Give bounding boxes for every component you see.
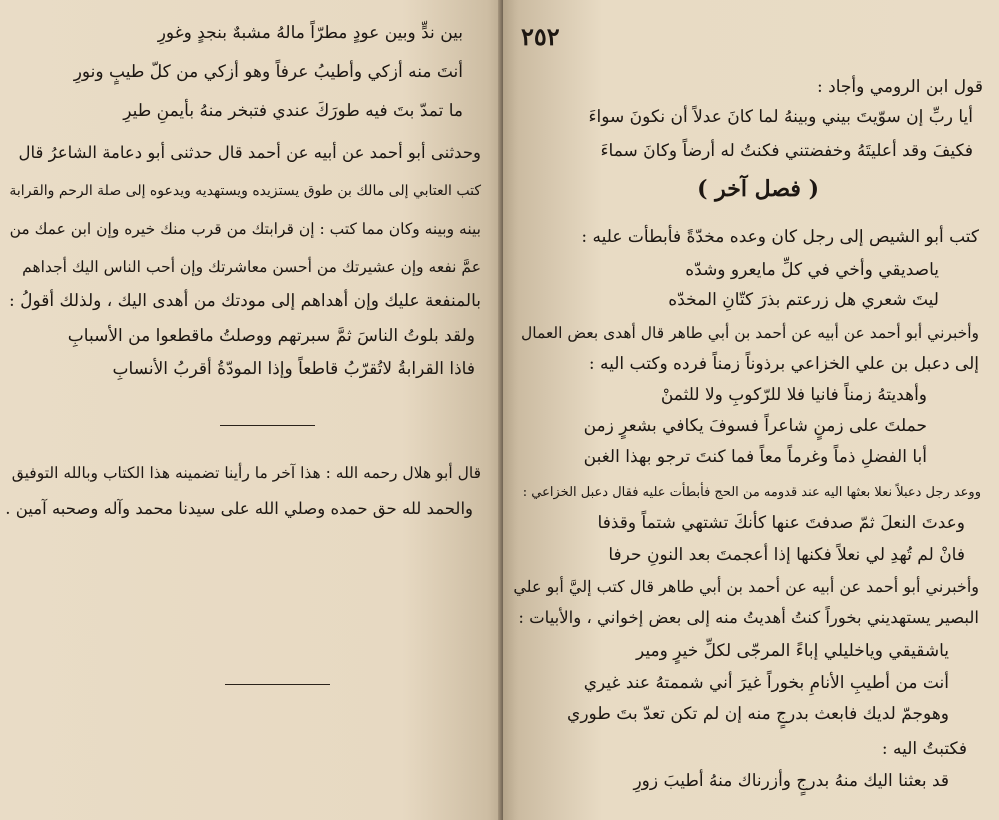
text-line: ياشقيقي وياخليلي إباءً المرجّى لكلِّ خيرٍ ومير bbox=[636, 641, 949, 661]
text-line: فاذا القرابةُ لاتُقرّبُ قاطعاً وإذا المودّةُ أقربُ الأنسابِ bbox=[112, 359, 475, 379]
text-line: كتب العتابي إلى مالك بن طوق يستزيده ويستهديه ويدعوه إلى صلة الرحم والقرابة bbox=[9, 183, 481, 199]
text-line: ووعد رجل دعبلاً نعلا بعثها اليه عند قدومه من الحج فأبطأت عليه فقال دعبل الخزاعي : bbox=[522, 485, 981, 500]
text-line: ليتَ شعري هل زرعتم بذرَ كتّانِ المخدّه bbox=[668, 290, 939, 310]
text-line: عمَّ نفعه وإن عشيرتك من أحسن معاشرتك وإن أحب الناس اليك أجداهم bbox=[22, 258, 481, 276]
text-line: فكتبتُ اليه : bbox=[881, 739, 967, 759]
text-line: وأخبرني أبو أحمد عن أبيه عن أحمد بن أبي طاهر قال أهدى بعض العمال bbox=[521, 324, 979, 342]
text-line: بينه وبينه وكان مما كتب : إن قرابتك من قرب منك خيره وإن ابن عمك من bbox=[9, 220, 481, 238]
page-number: ٢٥٢ bbox=[521, 22, 560, 51]
text-line: البصير يستهديني بخوراً كنتُ أهديتُ منه إلى بعض إخواني ، والأبيات : bbox=[518, 608, 979, 627]
text-line: قد بعثنا اليك منهُ بدرجٍ وأزرناك منهُ أطيبَ زورِ bbox=[633, 771, 949, 791]
text-line: ياصديقي وأخي في كلِّ مايعرو وشدّه bbox=[685, 260, 939, 280]
text-line: إلى دعبل بن علي الخزاعي برذوناً زمناً فرده وكتب اليه : bbox=[588, 354, 979, 374]
section-heading: ( فصل آخر ) bbox=[697, 176, 819, 202]
text-line: وهوجمّ لديك فابعث بدرجٍ منه إن لم تكن تعدّ بتَ طوري bbox=[567, 704, 949, 724]
text-line: بين ندٍّ وبين عودٍ مطرّاً مالهُ مشبهٌ بنجدٍ وغورِ bbox=[157, 23, 463, 43]
text-line: حملتَ على زمنٍ شاعراً فسوفَ يكافي بشعرٍ زمن bbox=[583, 416, 927, 436]
section-divider bbox=[220, 425, 315, 426]
text-line: فكيفَ وقد أعليتَهُ وخفضتني فكنتُ له أرضاً وكانَ سماءَ bbox=[600, 141, 973, 161]
text-line: ولقد بلوتُ الناسَ ثمَّ سبرتهم ووصلتُ ماقطعوا من الأسبابِ bbox=[67, 326, 475, 346]
text-line: بالمنفعة عليك وإن أهداهم إلى مودتك من أهدى اليك ، ولذلك أقولُ : bbox=[9, 291, 481, 311]
text-line: وعدتَ النعلَ ثمّ صدفتَ عنها كأنكَ تشتهي شتماً وقذفا bbox=[597, 513, 965, 533]
text-line: قول ابن الرومي وأجاد : bbox=[817, 77, 983, 97]
text-line: فانْ لم تُهدِ لي نعلاً فكنها إذا أعجمتَ بعد النونِ حرفا bbox=[608, 545, 965, 565]
text-line: والحمد لله حق حمده وصلي الله على سيدنا محمد وآله وصحبه آمين . bbox=[5, 499, 473, 518]
text-line: كتب أبو الشيص إلى رجل كان وعده مخدّةً فأبطأت عليه : bbox=[581, 227, 979, 247]
text-line: وأهديتهُ زمناً فانيا فلا للرّكوبِ ولا للثمنْ bbox=[660, 385, 927, 405]
text-line: أنت من أطيبِ الأنامِ بخوراً غيرَ أني شممتهُ عند غيري bbox=[583, 673, 949, 693]
text-line: ما تمدّ بتَ فيه طورَكَ عندي فتبخر منهُ بأيمنِ طيرِ bbox=[123, 101, 463, 121]
text-line: أيا ربِّ إن سوّيتَ بيني وبينهُ لما كانَ عدلاً أن نكونَ سواءَ bbox=[588, 107, 973, 127]
text-line: وأخبرني أبو أحمد عن أبيه عن أحمد بن أبي طاهر قال كتب إليَّ أبو علي bbox=[513, 577, 979, 596]
right-page bbox=[503, 0, 999, 820]
text-line: قال أبو هلال رحمه الله : هذا آخر ما رأينا تضمينه هذا الكتاب وبالله التوفيق bbox=[11, 464, 481, 482]
end-divider bbox=[225, 684, 330, 685]
text-line: أنتَ منه أزكي وأطيبُ عرفاً وهو أزكي من كلّ طيبٍ ونورِ bbox=[73, 62, 463, 82]
text-line: وحدثنى أبو أحمد عن أبيه عن أحمد قال حدثنى أبو دعامة الشاعرُ قال bbox=[18, 143, 481, 162]
text-line: أبا الفضلِ ذماً وغرماً معاً فما كنتَ ترجو بهذا الغبن bbox=[583, 447, 927, 467]
